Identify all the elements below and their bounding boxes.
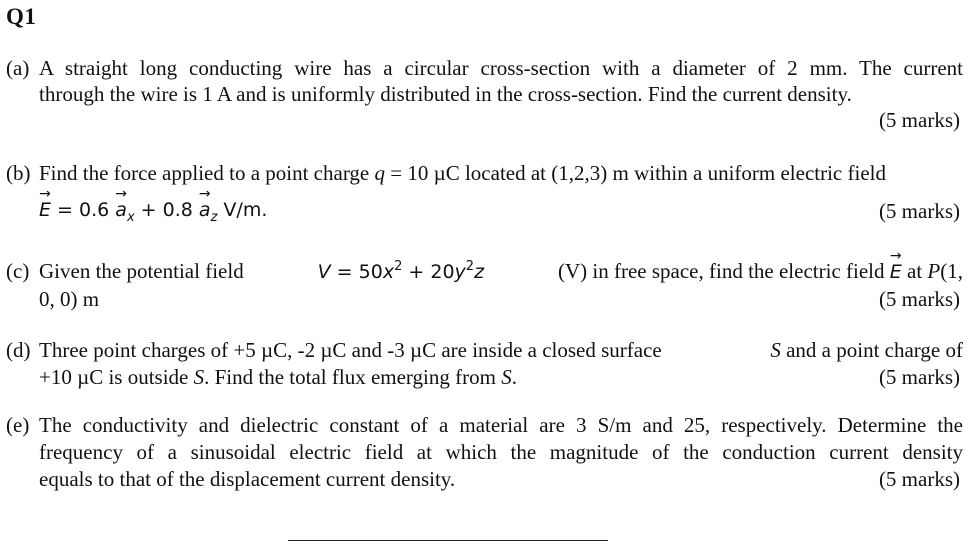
d-line2-post: . [511, 365, 517, 389]
part-b-line1 [39, 161, 886, 186]
part-c-line2: 0, 0) m [39, 287, 100, 311]
sub-x: x [126, 210, 135, 225]
var-y: y [454, 261, 466, 283]
sup-2a: 2 [394, 259, 403, 274]
part-d-line2 [39, 365, 517, 390]
part-c-marks: (5 marks) [878, 287, 960, 311]
point-P: P [927, 259, 941, 283]
part-e-marks: (5 marks) [878, 467, 960, 491]
unit-vector-a-z: → a [199, 199, 211, 221]
vector-E: → E [39, 199, 51, 221]
part-a-label: (a) [6, 56, 30, 80]
part-c-line1 [39, 259, 963, 284]
vector-E-c: → E [890, 261, 902, 283]
d-line1-pre: Three point charges of +5 µC, -2 µC and -3 µC are inside a closed surface [39, 338, 667, 362]
part-b-label: (b) [6, 161, 31, 185]
part-e-line1: The conductivity and dielectric constant of a material are 3 S/m and 25, respectively. Determine the [39, 413, 963, 437]
c-pre: Given the potential field [39, 259, 249, 283]
c-at: at [901, 259, 928, 283]
part-a-line1: A straight long conducting wire has a circular cross-section with a diameter of 2 mm. The current [39, 56, 963, 80]
part-b-marks: (5 marks) [878, 199, 960, 223]
eq-part2: + 0.8 [134, 199, 199, 221]
question-title: Q1 [6, 4, 37, 29]
c-coord: (1, [940, 259, 963, 283]
var-V: V [317, 261, 331, 283]
part-b-text-pre: Find the force applied to a point charge [39, 161, 375, 185]
part-a-line2: through the wire is 1 A and is uniformly distributed in the cross-section. Find the current density. [39, 82, 852, 106]
part-e-line3: equals to that of the displacement current density. [39, 467, 456, 491]
part-d-line1 [39, 338, 963, 363]
part-a-marks: (5 marks) [878, 108, 960, 132]
part-e-line2: frequency of a sinusoidal electric field at which the magnitude of the conduction current density [39, 440, 963, 464]
d-line1-post: and a point charge of [780, 338, 963, 362]
eq-20: + 20 [402, 261, 455, 283]
d-line2-pre: +10 µC is outside [39, 365, 194, 389]
var-x: x [382, 261, 395, 283]
sup-2b: 2 [465, 259, 475, 274]
d-line1-rest [770, 338, 963, 363]
end-rule [288, 540, 608, 541]
potential-equation [318, 259, 484, 284]
var-z: z [474, 261, 485, 283]
part-c-label: (c) [6, 259, 30, 283]
surface-S1: S [770, 338, 781, 362]
part-d-marks: (5 marks) [878, 365, 960, 389]
eq-part3: V/m. [217, 199, 268, 221]
part-b-text-mid: = 10 µC located at (1,2,3) m within a uniform electric field [385, 161, 886, 185]
c-post-text: (V) in free space, find the electric field [552, 259, 890, 283]
part-d-label: (d) [6, 338, 31, 362]
d-line2-mid: . Find the total flux emerging from [204, 365, 502, 389]
surface-S3: S [501, 365, 512, 389]
eq-50: = 50 [330, 261, 383, 283]
part-b-equation [39, 199, 267, 225]
part-e-label: (e) [6, 413, 30, 437]
charge-q: q [374, 161, 386, 185]
c-post [553, 259, 963, 284]
sub-z: z [210, 210, 218, 225]
surface-S2: S [193, 365, 205, 389]
eq-part1: = 0.6 [51, 199, 116, 221]
unit-vector-a: → a [115, 199, 127, 221]
